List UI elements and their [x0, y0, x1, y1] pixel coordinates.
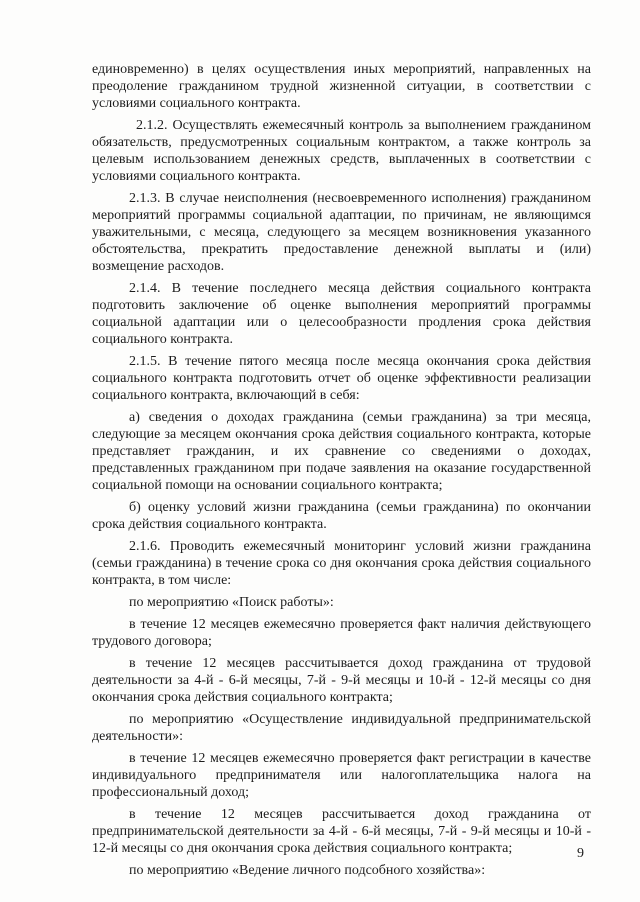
paragraph: единовременно) в целях осуществления иных мероприятий, направленных на преодоление гражданином трудной жизненной ситуации, в соответствии с условиями социального контракта. — [92, 62, 591, 111]
document-body — [92, 61, 591, 884]
paragraph: в течение 12 месяцев рассчитывается доход гражданина от трудовой деятельности за 4-й - 6-й месяцы, 7-й - 9-й месяцы и 10-й - 12-й месяцы со дня окончания срока действия социального контракта; — [92, 656, 591, 705]
paragraph: 2.1.4. В течение последнего месяца действия социального контракта подготовить заключение об оценке выполнения мероприятий программы социальной адаптации или о целесообразности продления срока действия социального контракта. — [92, 281, 591, 347]
paragraph: по мероприятию «Ведение личного подсобного хозяйства»: — [129, 863, 486, 878]
paragraph: в течение 12 месяцев ежемесячно проверяется факт регистрации в качестве индивидуального предпринимателя или налогоплательщика налога на профессиональный доход; — [92, 751, 591, 800]
paragraph: 2.1.5. В течение пятого месяца после месяца окончания срока действия социального контракта подготовить отчет об оценке эффективности реализации социального контракта, включающий в себя: — [92, 354, 591, 403]
paragraph: в течение 12 месяцев рассчитывается доход гражданина от предпринимательской деятельности за 4-й - 6-й месяцы, 7-й - 9-й месяцы и 10-й - 12-й месяцы со дня окончания срока действия социального контракта; — [92, 807, 591, 856]
paragraph: по мероприятию «Поиск работы»: — [129, 595, 334, 610]
paragraph: 2.1.3. В случае неисполнения (несвоевременного исполнения) гражданином мероприятий программы социальной адаптации, по причинам, не являющимся уважительными, с месяца, следующего за месяцем возникновения указанного обстоятельства, прекратить предоставление денежной выплаты и (или) возмещение расходов. — [92, 191, 591, 274]
paragraph: 2.1.6. Проводить ежемесячный мониторинг условий жизни гражданина (семьи гражданина) в течение срока со дня окончания срока действия социального контракта, в том числе: — [92, 539, 591, 588]
paragraph: б) оценку условий жизни гражданина (семьи гражданина) по окончании срока действия социального контракта. — [92, 500, 591, 532]
paragraph: а) сведения о доходах гражданина (семьи гражданина) за три месяца, следующие за месяцем окончания срока действия социального контракта, которые представляет гражданин, и их сравнение со сведениями о доходах, представленных гражданином при подаче заявления на оказание государственной социальной помощи на основании социального контракта; — [92, 410, 591, 493]
paragraph: 2.1.2. Осуществлять ежемесячный контроль за выполнением гражданином обязательств, предусмотренных социальным контрактом, а также контроль за целевым использованием денежных средств, выплаченных в соответствии с условиями социального контракта. — [92, 118, 591, 184]
paragraph: в течение 12 месяцев ежемесячно проверяется факт наличия действующего трудового договора; — [92, 617, 591, 649]
paragraph: по мероприятию «Осуществление индивидуальной предпринимательской деятельности»: — [92, 712, 591, 744]
page-number: 9 — [577, 846, 584, 861]
